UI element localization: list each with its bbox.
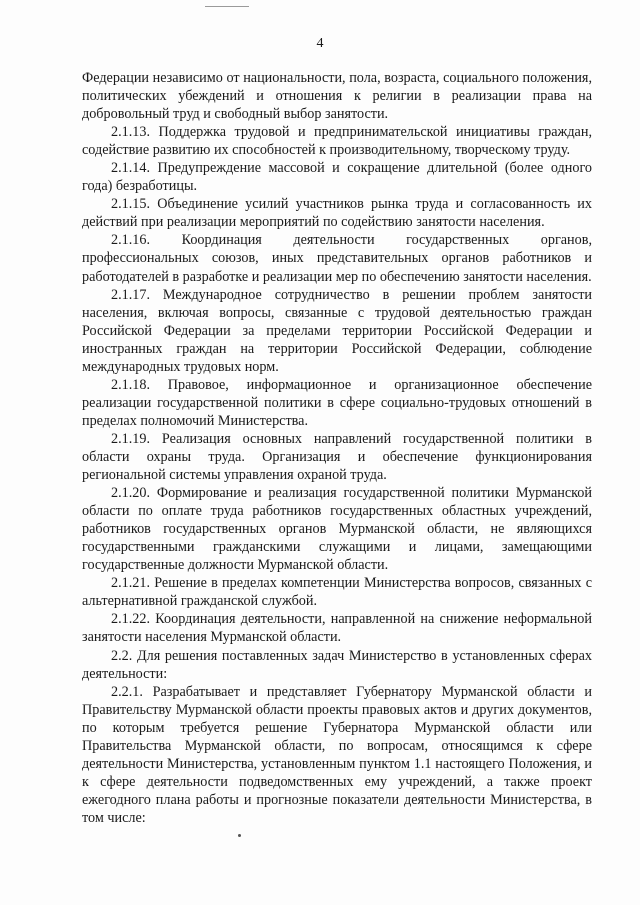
paragraph-2-1-15: 2.1.15. Объединение усилий участников рынка труда и согласованность их действий при реализации мероприятий по содействию занятости населения. (82, 196, 592, 231)
paragraph-2-1-16: 2.1.16. Координация деятельности государственных органов, профессиональных союзов, иных представительных органов работников и работодателей в разработке и реализации мер по обеспечению занятости населения. (82, 232, 592, 285)
scan-mark (205, 6, 249, 7)
paragraph-2-1-13: 2.1.13. Поддержка трудовой и предпринимательской инициативы граждан, содействие развитию их способностей к производительному, творческому труду. (82, 124, 592, 159)
paragraph-2-1-21: 2.1.21. Решение в пределах компетенции Министерства вопросов, связанных с альтернативной гражданской службой. (82, 575, 592, 610)
paragraph-continuation: Федерации независимо от национальности, пола, возраста, социального положения, политических убеждений и отношения к религии в реализации права на добровольный труд и свободный выбор занятости. (82, 70, 592, 123)
paragraph-2-1-18: 2.1.18. Правовое, информационное и организационное обеспечение реализации государственной политики в сфере социально-трудовых отношений в пределах полномочий Министерства. (82, 376, 592, 429)
paragraph-2-1-19: 2.1.19. Реализация основных направлений государственной политики в области охраны труда. Организация и обеспечение функционирования региональной системы управления охраной труда. (82, 430, 592, 484)
scan-speck (238, 834, 241, 837)
paragraph-2-2: 2.2. Для решения поставленных задач Министерство в установленных сферах деятельности: (82, 647, 592, 682)
paragraph-2-1-14: 2.1.14. Предупреждение массовой и сокращение длительной (более одного года) безработицы. (82, 160, 592, 195)
paragraph-2-1-17: 2.1.17. Международное сотрудничество в решении проблем занятости населения, включая вопросы, связанные с трудовой деятельностью граждан Российской Федерации за пределами территории Российской Федерации и иностранных граждан на территории Российской Федерации, соблюдение международных трудовых норм. (82, 286, 592, 375)
paragraph-2-1-22: 2.1.22. Координация деятельности, направленной на снижение неформальной занятости населения Мурманской области. (82, 611, 592, 646)
paragraph-2-1-20: 2.1.20. Формирование и реализация государственной политики Мурманской области по оплате труда работников государственных областных учреждений, работников государственных органов Мурманской области, не являющихся государственными гражданскими служащими и лицами, замещающими государственные должности Мурманской области. (82, 485, 592, 574)
page-number: 4 (316, 36, 324, 51)
document-body (82, 69, 592, 827)
paragraph-2-2-1: 2.2.1. Разрабатывает и представляет Губернатору Мурманской области и Правительству Мурманской области проекты правовых актов и других документов, по которым требуется решение Губернатора Мурманской области или Правительства Мурманской области, по вопросам, относящимся к сфере деятельности Министерства, установленным пунктом 1.1 настоящего Положения, и к сфере деятельности подведомственных ему учреждений, а также проект ежегодного плана работы и прогнозные показатели деятельности Министерства, в том числе: (82, 683, 592, 826)
